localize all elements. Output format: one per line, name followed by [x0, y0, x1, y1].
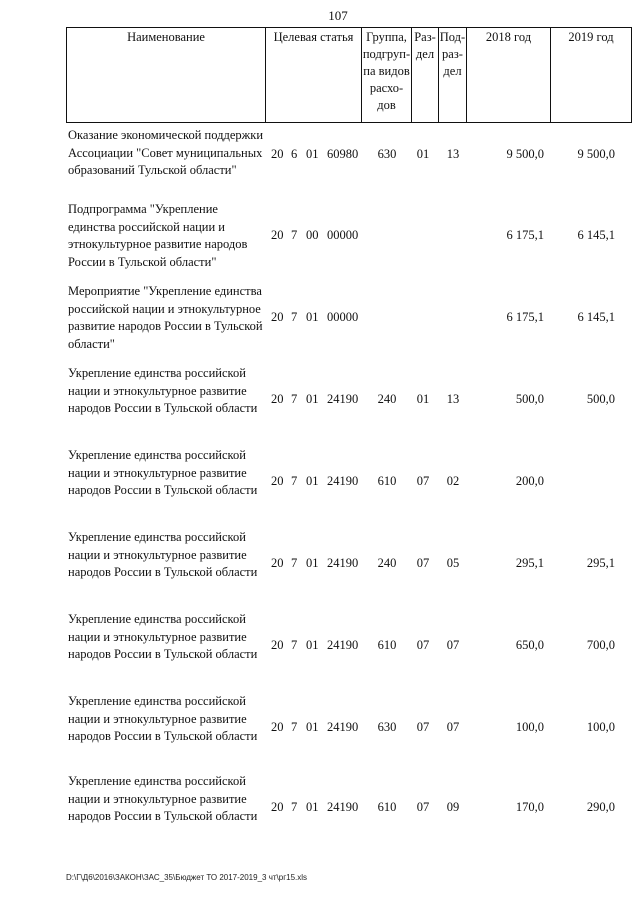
header-section: Раз- дел — [411, 28, 438, 122]
row-code-measure: 01 — [306, 638, 319, 652]
row-amount-2018: 200,0 — [515, 474, 544, 488]
row-code-program: 20 — [271, 556, 284, 570]
row-amount-2018: 500,0 — [515, 392, 544, 406]
row-amount-2019: 6 145,1 — [577, 310, 615, 324]
row-amount-2019: 700,0 — [586, 638, 615, 652]
row-code-direction: 24190 — [327, 556, 359, 570]
row-code-measure: 01 — [306, 474, 319, 488]
row-expense-group: 630 — [377, 720, 397, 734]
row-code-direction: 24190 — [327, 474, 359, 488]
row-code-subprogram: 7 — [291, 556, 298, 570]
header-year-2018: 2018 год — [466, 28, 550, 122]
header-name: Наименование — [127, 30, 205, 44]
row-subsection: 13 — [446, 392, 460, 406]
row-name: Укрепление единства российской нации и этнокультурное развитие народов России в Тульской области — [68, 530, 258, 579]
row-amount-2018: 9 500,0 — [506, 147, 544, 161]
file-path: D:\Г\Д6\2016\ЗАКОН\ЗАС_35\Бюджет ТО 2017-2019_3 чт\рг15.xls — [66, 873, 308, 882]
row-name: Укрепление единства российской нации и этнокультурное развитие народов России в Тульской области — [68, 366, 258, 415]
row-code-subprogram: 7 — [291, 310, 298, 324]
row-name: Укрепление единства российской нации и этнокультурное развитие народов России в Тульской области — [68, 774, 258, 823]
row-code-subprogram: 7 — [291, 392, 298, 406]
row-amount-2018: 170,0 — [515, 800, 544, 814]
row-expense-group: 240 — [377, 392, 397, 406]
row-code-subprogram: 7 — [291, 228, 298, 242]
row-section: 07 — [416, 556, 430, 570]
row-subsection: 02 — [446, 474, 460, 488]
row-name: Укрепление единства российской нации и этнокультурное развитие народов России в Тульской области — [68, 448, 258, 497]
row-expense-group: 610 — [377, 800, 397, 814]
header-expense-group: Группа, подгруп- па видов расхо- дов — [361, 28, 411, 122]
row-amount-2018: 100,0 — [515, 720, 544, 734]
header-target-article: Целевая статья — [265, 28, 361, 122]
row-amount-2018: 295,1 — [515, 556, 544, 570]
row-amount-2019: 100,0 — [586, 720, 615, 734]
row-code-subprogram: 7 — [291, 474, 298, 488]
row-amount-2019: 295,1 — [586, 556, 615, 570]
row-code-program: 20 — [271, 474, 284, 488]
row-code-direction: 00000 — [327, 310, 359, 324]
row-code-measure: 00 — [306, 228, 319, 242]
row-name: Подпрограмма "Укрепление единства российской нации и этнокультурное развитие народов России в Тульской области" — [68, 202, 248, 269]
row-section: 07 — [416, 800, 430, 814]
row-code-direction: 24190 — [327, 392, 359, 406]
row-code-measure: 01 — [306, 800, 319, 814]
row-section: 01 — [416, 392, 430, 406]
row-code-measure: 01 — [306, 556, 319, 570]
row-section: 07 — [416, 720, 430, 734]
row-code-measure: 01 — [306, 147, 319, 161]
row-code-measure: 01 — [306, 392, 319, 406]
row-code-subprogram: 7 — [291, 720, 298, 734]
row-section: 07 — [416, 474, 430, 488]
row-expense-group: 630 — [377, 147, 397, 161]
row-code-subprogram: 7 — [291, 638, 298, 652]
row-amount-2019: 9 500,0 — [577, 147, 615, 161]
row-name: Укрепление единства российской нации и этнокультурное развитие народов России в Тульской области — [68, 612, 258, 661]
row-code-measure: 01 — [306, 720, 319, 734]
row-code-subprogram: 7 — [291, 800, 298, 814]
row-code-direction: 24190 — [327, 638, 359, 652]
row-subsection: 07 — [446, 720, 460, 734]
table-header — [66, 27, 632, 123]
row-code-program: 20 — [271, 720, 284, 734]
row-code-direction: 24190 — [327, 800, 359, 814]
row-code-program: 20 — [271, 800, 284, 814]
row-name: Оказание экономической поддержки Ассоциации "Совет муниципальных образований Тульской области" — [68, 128, 264, 177]
row-code-direction: 60980 — [327, 147, 359, 161]
row-code-program: 20 — [271, 228, 284, 242]
header-year-2019: 2019 год — [550, 28, 631, 122]
row-amount-2018: 650,0 — [515, 638, 544, 652]
row-expense-group: 240 — [377, 556, 397, 570]
row-name: Укрепление единства российской нации и этнокультурное развитие народов России в Тульской области — [68, 694, 258, 743]
header-subsection: Под- раз- дел — [438, 28, 466, 122]
row-subsection: 05 — [446, 556, 460, 570]
row-name: Мероприятие "Укрепление единства российской нации и этнокультурное развитие народов России в Тульской области" — [68, 284, 263, 351]
row-code-program: 20 — [271, 638, 284, 652]
row-amount-2019: 290,0 — [586, 800, 615, 814]
row-code-subprogram: 6 — [291, 147, 298, 161]
row-subsection: 09 — [446, 800, 460, 814]
row-section: 07 — [416, 638, 430, 652]
row-amount-2018: 6 175,1 — [506, 310, 544, 324]
row-section: 01 — [416, 147, 430, 161]
row-code-measure: 01 — [306, 310, 319, 324]
row-amount-2019: 6 145,1 — [577, 228, 615, 242]
row-code-direction: 00000 — [327, 228, 359, 242]
row-expense-group: 610 — [377, 474, 397, 488]
row-expense-group: 610 — [377, 638, 397, 652]
row-subsection: 07 — [446, 638, 460, 652]
row-code-program: 20 — [271, 392, 284, 406]
row-amount-2018: 6 175,1 — [506, 228, 544, 242]
row-amount-2019: 500,0 — [586, 392, 615, 406]
row-code-program: 20 — [271, 147, 284, 161]
row-subsection: 13 — [446, 147, 460, 161]
row-code-program: 20 — [271, 310, 284, 324]
page-number: 107 — [328, 8, 348, 23]
row-code-direction: 24190 — [327, 720, 359, 734]
